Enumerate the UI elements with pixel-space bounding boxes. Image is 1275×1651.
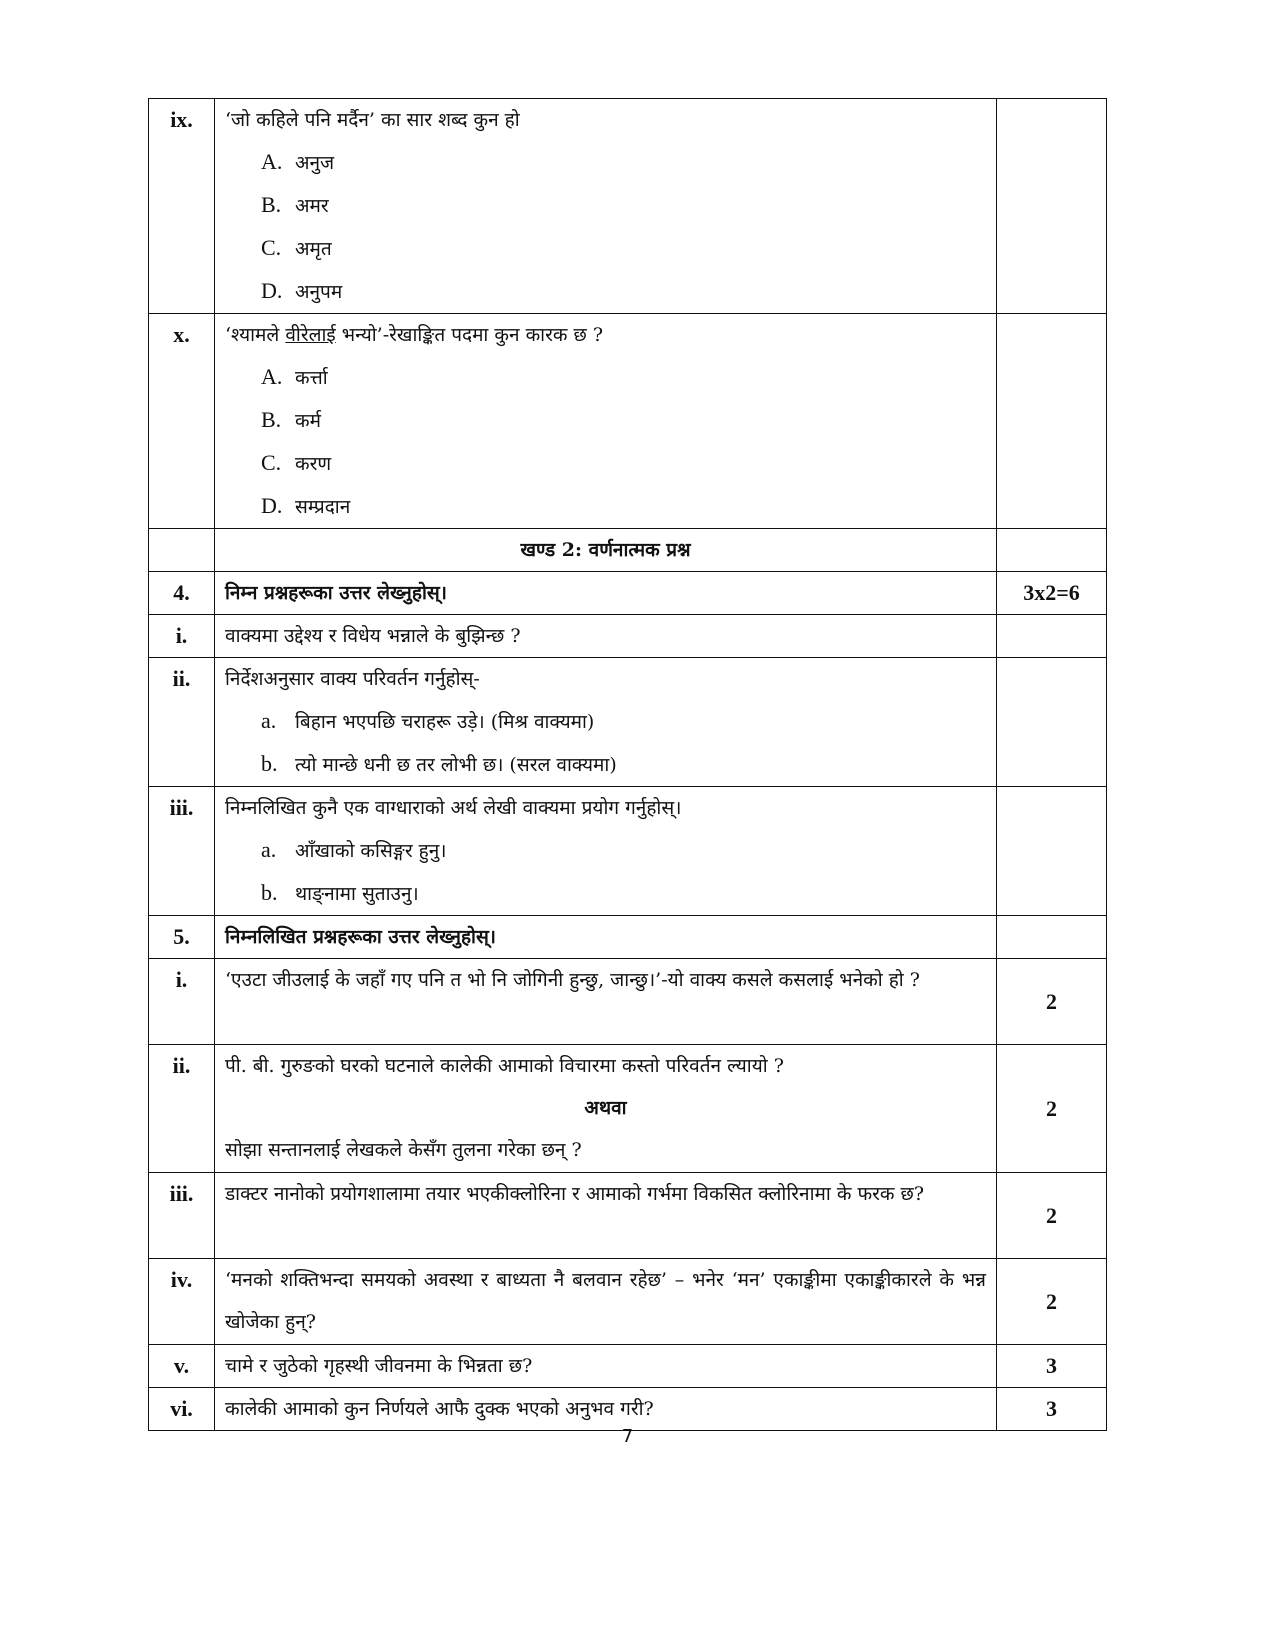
question-number: vi. [149,1388,215,1431]
question-number: i. [149,959,215,1045]
marks-cell: 2 [997,1045,1107,1173]
marks-cell: 2 [997,1259,1107,1345]
question-stem: ‘जो कहिले पनि मर्दैन’ का सार शब्द कुन हो [225,109,520,131]
table-row [149,1173,1107,1259]
question-cell: निर्देशअनुसार वाक्य परिवर्तन गर्नुहोस्- a. बिहान भएपछि चराहरू उड़े। (मिश्र वाक्यमा) b. त्यो मान्छे धनी छ तर लोभी छ। (सरल वाक्यमा) [215,658,997,787]
question-number: ii. [149,658,215,787]
question-text: डाक्टर नानोको प्रयोगशालामा तयार भएकीक्लोरिना र आमाको गर्भमा विकसित क्लोरिनामा के फरक छ? [215,1173,997,1259]
table-row [149,787,1107,916]
question-title: निम्नलिखित प्रश्नहरूका उत्तर लेख्नुहोस्। [215,916,997,959]
question-text: कालेकी आमाको कुन निर्णयले आफै दुक्क भएको अनुभव गरी? [215,1388,997,1431]
question-number: i. [149,615,215,658]
question-number: x. [149,314,215,529]
table-row [149,916,1107,959]
sub-item-b: b. थाङ्नामा सुताउनु। [261,880,419,905]
question-number: 5. [149,916,215,959]
page-number: 7 [621,1426,634,1447]
sub-item-a: a. बिहान भएपछि चराहरू उड़े। (मिश्र वाक्यमा) [261,708,595,733]
marks-cell [997,99,1107,314]
question-stem: ‘श्यामले वीरेलाई भन्यो’-रेखाङ्कित पदमा कुन कारक छ ? [225,324,604,346]
question-number: v. [149,1345,215,1388]
marks-cell: 3 [997,1388,1107,1431]
question-table [148,98,1107,1431]
question-number: 4. [149,572,215,615]
sub-item-b: b. त्यो मान्छे धनी छ तर लोभी छ। (सरल वाक्यमा) [261,751,617,776]
table-row [149,1388,1107,1431]
option-a: A. अनुज [261,149,335,174]
question-cell [215,99,997,314]
marks-cell: 2 [997,1173,1107,1259]
table-row [149,1259,1107,1345]
question-title: निम्न प्रश्नहरूका उत्तर लेख्नुहोस्। [215,572,997,615]
table-row [149,572,1107,615]
option-b: B. कर्म [261,407,321,432]
question-number: ii. [149,1045,215,1173]
question-text: ‘एउटा जीउलाई के जहाँ गए पनि त भो नि जोगिनी हुन्छु, जान्छु।’-यो वाक्य कसले कसलाई भनेको हो ? [215,959,997,1045]
table-row [149,99,1107,314]
marks-cell: 2 [997,959,1107,1045]
option-c: C. अमृत [261,235,332,260]
option-d: D. सम्प्रदान [261,493,351,518]
question-cell [215,314,997,529]
or-label: अथवा [584,1097,627,1119]
table-row [149,314,1107,529]
option-d: D. अनुपम [261,278,343,303]
table-row [149,1345,1107,1388]
question-number: iii. [149,787,215,916]
question-text: वाक्यमा उद्देश्य र विधेय भन्नाले के बुझिन्छ ? [215,615,997,658]
option-c: C. करण [261,450,332,475]
section-heading: खण्ड 2: वर्णनात्मक प्रश्न [520,539,691,561]
table-row [149,959,1107,1045]
question-text: चामे र जुठेको गृहस्थी जीवनमा के भिन्नता छ? [215,1345,997,1388]
option-a: A. कर्त्ता [261,364,328,389]
table-row [149,1045,1107,1173]
marks-cell: 3 [997,1345,1107,1388]
question-number: iii. [149,1173,215,1259]
marks-cell: 3x2=6 [997,572,1107,615]
option-b: B. अमर [261,192,329,217]
section-heading-cell [215,529,997,572]
table-row [149,615,1107,658]
question-cell: पी. बी. गुरुङको घरको घटनाले कालेकी आमाको विचारमा कस्तो परिवर्तन ल्यायो ? अथवा सोझा सन्तानलाई लेखकले केसँग तुलना गरेका छन् ? [215,1045,997,1173]
underlined-word: वीरेलाई [285,324,336,346]
table-row [149,529,1107,572]
question-number: ix. [149,99,215,314]
sub-item-a: a. आँखाको कसिङ्गर हुनु। [261,837,447,862]
table-row [149,658,1107,787]
question-number: iv. [149,1259,215,1345]
marks-cell [997,314,1107,529]
question-text: ‘मनको शक्तिभन्दा समयको अवस्था र बाध्यता नै बलवान रहेछ’ – भनेर ‘मन’ एकाङ्कीमा एकाङ्कीकारले के भन्न खोजेका हुन्? [215,1259,997,1345]
question-cell: निम्नलिखित कुनै एक वाग्धाराको अर्थ लेखी वाक्यमा प्रयोग गर्नुहोस्। a. आँखाको कसिङ्गर हुनु। b. थाङ्नामा सुताउनु। [215,787,997,916]
